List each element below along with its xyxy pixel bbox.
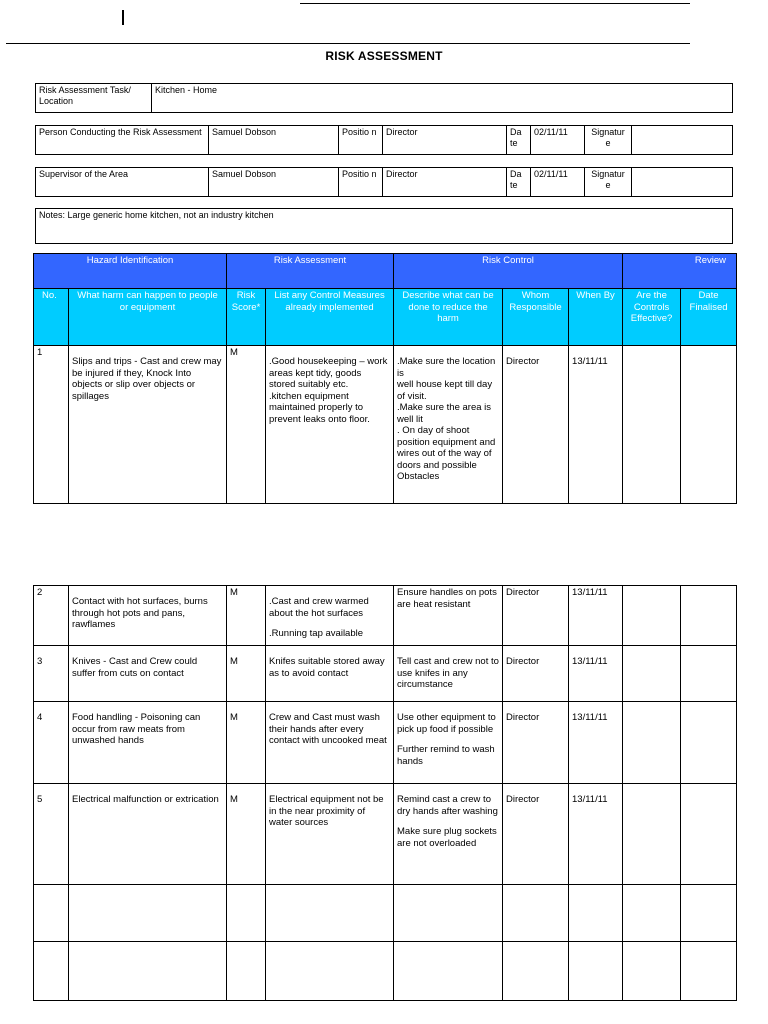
row-when: 13/11/11: [569, 586, 623, 646]
row-controls: [266, 586, 394, 646]
table-row: [34, 586, 737, 646]
notes-box: Notes: Large generic home kitchen, not an industry kitchen: [35, 208, 733, 244]
control-line: Crew and Cast must wash their hands after every contact with uncooked meat: [269, 712, 387, 746]
row-effective[interactable]: [623, 702, 681, 784]
row-effective[interactable]: [623, 784, 681, 885]
task-location-value: Kitchen - Home: [152, 84, 733, 113]
row-no: 4: [34, 702, 69, 784]
reduce-line: Further remind to wash hands: [397, 744, 495, 767]
col-when-by: When By: [569, 289, 623, 346]
col-date-finalised: Date Finalised: [681, 289, 737, 346]
control-line: .Cast and crew warmed about the hot surfaces: [269, 596, 369, 619]
row-effective[interactable]: [623, 346, 681, 504]
row-whom: Director: [503, 784, 569, 885]
row-controls: [266, 646, 394, 702]
row-finalised[interactable]: [681, 702, 737, 784]
row-whom: Director: [503, 646, 569, 702]
position-label: Positio n: [339, 126, 383, 155]
supervisor-table: [35, 167, 733, 197]
task-location-label: Risk Assessment Task/ Location: [36, 84, 152, 113]
control-line: .Good housekeeping – work areas kept tidy, goods stored suitably etc.: [269, 356, 388, 390]
person-conducting-table: [35, 125, 733, 155]
row-score: M: [227, 586, 266, 646]
table-row: [34, 646, 737, 702]
row-no: 3: [34, 646, 69, 702]
row-whom: Director: [503, 586, 569, 646]
col-harm: What harm can happen to people or equipment: [69, 289, 227, 346]
signature-value[interactable]: [632, 126, 733, 155]
row-when: 13/11/11: [569, 646, 623, 702]
group-hazard-identification: Hazard Identification: [34, 254, 227, 289]
control-line: Knifes suitable stored away as to avoid contact: [269, 656, 385, 679]
group-review: Review: [623, 254, 737, 289]
supervisor-signature-value[interactable]: [632, 168, 733, 197]
row-controls: [266, 346, 394, 504]
header-rule: [6, 43, 690, 44]
row-reduce: [394, 346, 503, 504]
row-when: 13/11/11: [569, 784, 623, 885]
control-line: Electrical equipment not be in the near proximity of water sources: [269, 794, 384, 828]
row-no: 1: [34, 346, 69, 504]
reduce-line: Remind cast a crew to dry hands after washing: [397, 794, 498, 817]
row-no: 2: [34, 586, 69, 646]
reduce-line: Make sure plug sockets are not overloaded: [397, 826, 497, 849]
col-risk-score: Risk Score*: [227, 289, 266, 346]
header-rule-top: [300, 3, 690, 4]
row-harm: Contact with hot surfaces, burns through hot pots and pans, rawflames: [69, 586, 227, 646]
row-score: M: [227, 784, 266, 885]
col-control-measures: List any Control Measures already implemented: [266, 289, 394, 346]
row-score: M: [227, 702, 266, 784]
control-line: .kitchen equipment maintained properly to prevent leaks onto floor.: [269, 390, 370, 425]
hazard-table-continued: [33, 585, 737, 1001]
col-controls-effective: Are the Controls Effective?: [623, 289, 681, 346]
date-label: Da te: [507, 126, 531, 155]
row-whom: Director: [503, 346, 569, 504]
reduce-line: . On day of shoot position equipment and wires out of the way of doors and possible Obstacles: [397, 425, 496, 482]
row-finalised[interactable]: [681, 346, 737, 504]
row-finalised[interactable]: [681, 646, 737, 702]
empty-row: [34, 942, 737, 1001]
row-reduce: [394, 784, 503, 885]
row-score: M: [227, 646, 266, 702]
row-harm: Food handling - Poisoning can occur from raw meats from unwashed hands: [69, 702, 227, 784]
supervisor-date-value: 02/11/11: [531, 168, 585, 197]
reduce-line: Ensure handles on pots are heat resistant: [397, 587, 497, 610]
position-value: Director: [383, 126, 507, 155]
row-harm: Electrical malfunction or extrication: [69, 784, 227, 885]
signature-label: Signatur e: [585, 126, 632, 155]
row-effective[interactable]: [623, 586, 681, 646]
supervisor-signature-label: Signatur e: [585, 168, 632, 197]
row-controls: [266, 784, 394, 885]
col-reduce-harm: Describe what can be done to reduce the harm: [394, 289, 503, 346]
reduce-line: well house kept till day of visit.: [397, 379, 493, 402]
row-controls: [266, 702, 394, 784]
reduce-line: .Make sure the area is well lit: [397, 402, 492, 425]
reduce-line: Tell cast and crew not to use knifes in any circumstance: [397, 656, 499, 690]
col-no: No.: [34, 289, 69, 346]
supervisor-position-value: Director: [383, 168, 507, 197]
text-cursor: [122, 10, 124, 25]
row-reduce: [394, 702, 503, 784]
row-reduce: [394, 646, 503, 702]
group-risk-control: Risk Control: [394, 254, 623, 289]
group-risk-assessment: Risk Assessment: [227, 254, 394, 289]
supervisor-label: Supervisor of the Area: [36, 168, 209, 197]
task-location-table: [35, 83, 733, 113]
row-score: M: [227, 346, 266, 504]
date-value: 02/11/11: [531, 126, 585, 155]
table-row: [34, 784, 737, 885]
row-harm: Knives - Cast and Crew could suffer from cuts on contact: [69, 646, 227, 702]
person-conducting-value: Samuel Dobson: [209, 126, 339, 155]
row-finalised[interactable]: [681, 586, 737, 646]
reduce-line: Use other equipment to pick up food if possible: [397, 712, 496, 735]
row-reduce: [394, 586, 503, 646]
supervisor-date-label: Da te: [507, 168, 531, 197]
supervisor-value: Samuel Dobson: [209, 168, 339, 197]
row-when: 13/11/11: [569, 346, 623, 504]
col-whom-responsible: Whom Responsible: [503, 289, 569, 346]
row-finalised[interactable]: [681, 784, 737, 885]
empty-row: [34, 885, 737, 942]
hazard-table: [33, 253, 737, 504]
table-row: [34, 346, 737, 504]
page-title: RISK ASSESSMENT: [325, 49, 443, 63]
row-when: 13/11/11: [569, 702, 623, 784]
table-row: [34, 702, 737, 784]
supervisor-position-label: Positio n: [339, 168, 383, 197]
row-whom: Director: [503, 702, 569, 784]
row-harm: Slips and trips - Cast and crew may be injured if they, Knock Into objects or slip over objects or spillages: [69, 346, 227, 504]
row-effective[interactable]: [623, 646, 681, 702]
row-no: 5: [34, 784, 69, 885]
control-line: .Running tap available: [269, 628, 364, 639]
person-conducting-label: Person Conducting the Risk Assessment: [36, 126, 209, 155]
reduce-line: .Make sure the location is: [397, 356, 496, 379]
